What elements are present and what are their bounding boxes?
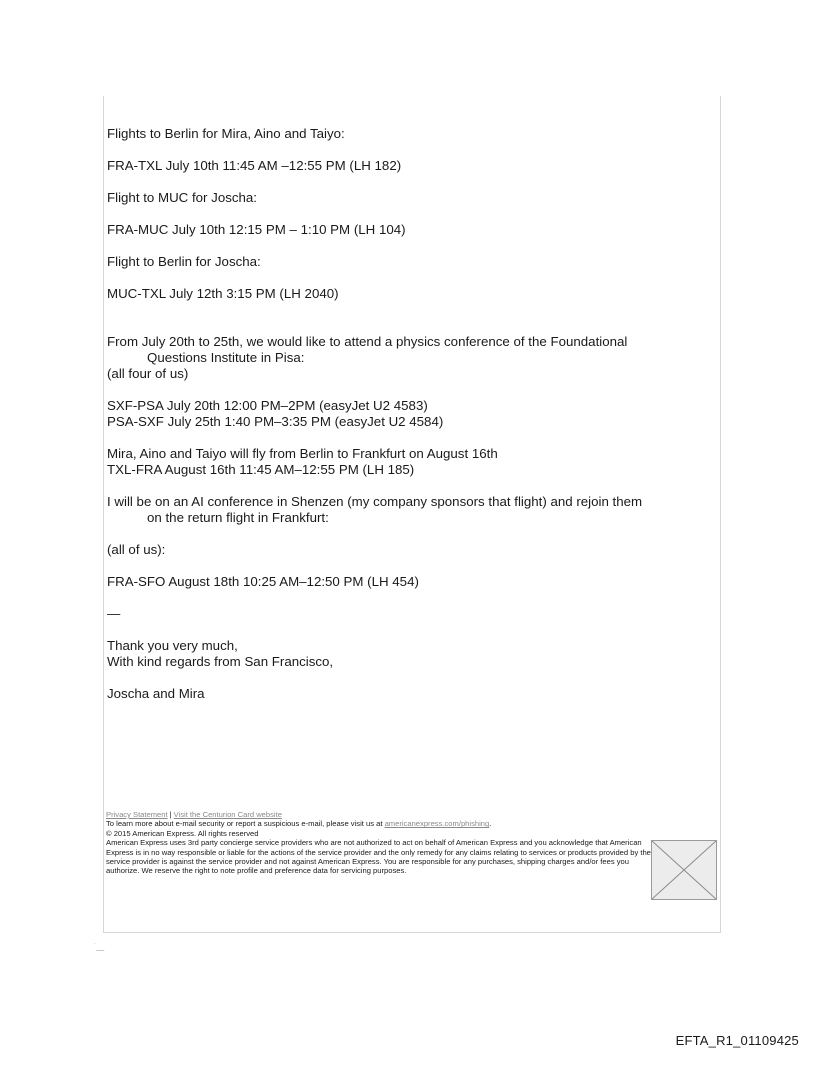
email-line-dash: —	[107, 606, 121, 621]
broken-image-placeholder	[651, 840, 717, 900]
email-line-conference-intro-cont: Questions Institute in Pisa:	[147, 350, 305, 365]
email-line-txl-fra: TXL-FRA August 16th 11:45 AM–12:55 PM (LH 185)	[107, 462, 415, 477]
email-line-ai-conference-cont: on the return flight in Frankfurt:	[147, 510, 329, 525]
email-line-ai-conference: I will be on an AI conference in Shenzen (my company sponsors that flight) and rejoin them	[107, 494, 643, 509]
centurion-card-website-link[interactable]: Visit the Centurion Card website	[173, 810, 282, 819]
email-body	[107, 126, 707, 702]
email-signature: Joscha and Mira	[107, 686, 205, 701]
privacy-statement-link[interactable]: Privacy Statement	[106, 810, 168, 819]
security-notice-suffix: .	[489, 819, 492, 829]
security-notice-text: To learn more about e-mail security or report a suspicious e-mail, please visit us at	[106, 819, 385, 829]
email-line-thank-you: Thank you very much,	[107, 638, 238, 653]
email-line-flight-muc-heading: Flight to MUC for Joscha:	[107, 190, 258, 205]
concierge-disclaimer: American Express uses 3rd party concierge service providers who are not authorized to act on behalf of American Express and you acknowledge that American Express is in no way responsible or liable for the actions of the service provider and the only remedy for any claims relating to services or products provided by the service provider is against the service provider and not against American Express. You are responsible for any purchases, shipping charges and/or fees you authorize. We reserve the right to note profile and preference data for servicing purposes.	[106, 838, 651, 876]
phishing-link[interactable]: americanexpress.com/phishing	[384, 819, 490, 829]
stray-mark: ˙__	[94, 944, 105, 951]
email-line-flight-berlin-joscha-heading: Flight to Berlin for Joscha:	[107, 254, 261, 269]
email-line-all-four: (all four of us)	[107, 366, 189, 381]
document-id: EFTA_R1_01109425	[675, 1033, 799, 1048]
email-line-psa-sxf: PSA-SXF July 25th 1:40 PM–3:35 PM (easyJet U2 4584)	[107, 414, 444, 429]
email-footer	[106, 810, 718, 876]
email-line-kind-regards: With kind regards from San Francisco,	[107, 654, 334, 669]
copyright-notice: © 2015 American Express. All rights reserved	[106, 828, 259, 838]
footer-link-separator: |	[169, 810, 172, 819]
email-line-fra-sfo: FRA-SFO August 18th 10:25 AM–12:50 PM (LH 454)	[107, 574, 419, 589]
footer-links-row	[106, 810, 718, 819]
email-line-muc-txl: MUC-TXL July 12th 3:15 PM (LH 2040)	[107, 286, 339, 301]
email-line-all-of-us: (all of us):	[107, 542, 166, 557]
email-line-berlin-frankfurt: Mira, Aino and Taiyo will fly from Berlin to Frankfurt on August 16th	[107, 446, 498, 461]
email-line-flights-berlin-heading: Flights to Berlin for Mira, Aino and Taiyo:	[107, 126, 345, 141]
email-line-sxf-psa: SXF-PSA July 20th 12:00 PM–2PM (easyJet U2 4583)	[107, 398, 428, 413]
security-notice	[106, 819, 718, 828]
email-line-conference-intro: From July 20th to 25th, we would like to attend a physics conference of the Foundational	[107, 334, 628, 349]
email-line-fra-txl: FRA-TXL July 10th 11:45 AM –12:55 PM (LH 182)	[107, 158, 402, 173]
email-line-fra-muc: FRA-MUC July 10th 12:15 PM – 1:10 PM (LH 104)	[107, 222, 406, 237]
image-placeholder-icon	[652, 841, 716, 899]
